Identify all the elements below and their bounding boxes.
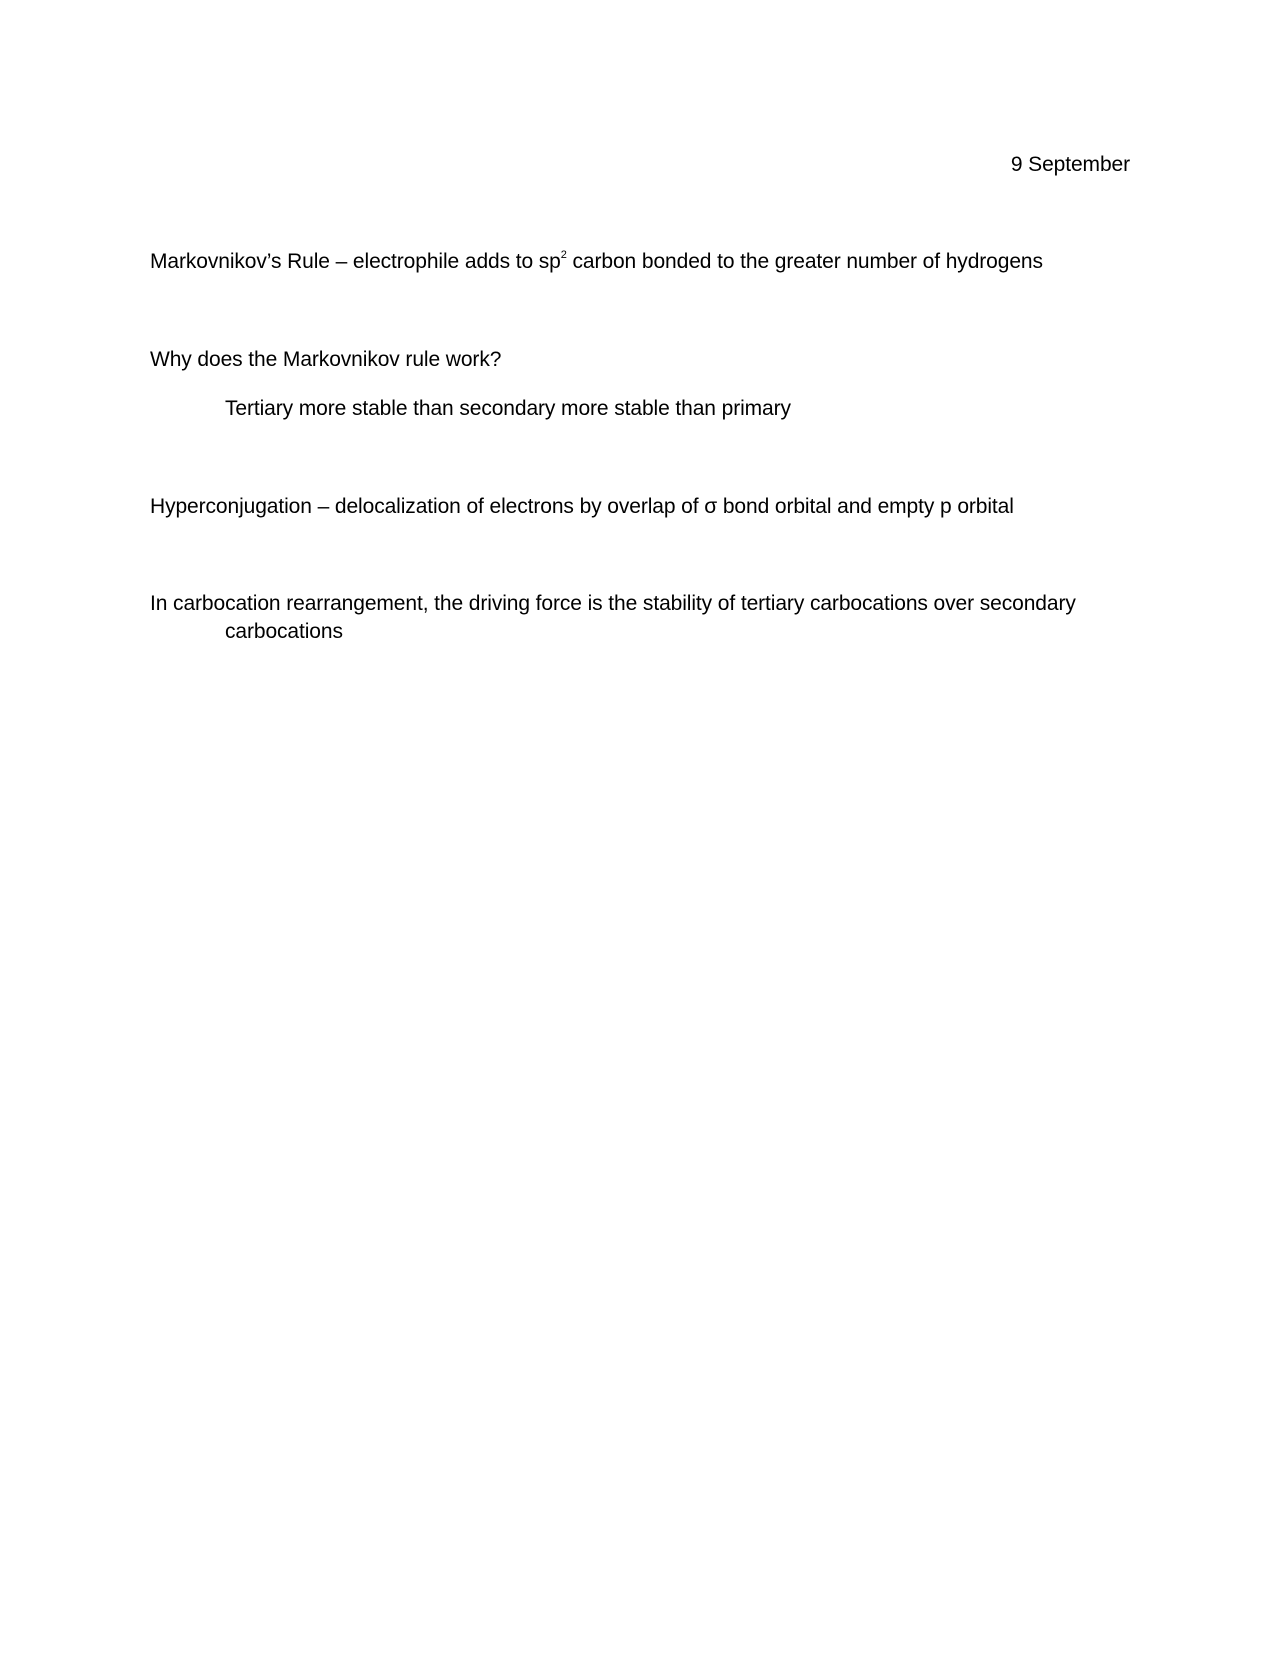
rule-text-end: carbon bonded to the greater number of hydrogens — [566, 250, 1043, 273]
carbocation-stability-answer: Tertiary more stable than secondary more stable than primary — [225, 397, 791, 420]
markovnikov-rule-definition — [150, 248, 1043, 276]
markovnikov-question: Why does the Markovnikov rule work? — [150, 348, 502, 371]
rule-text-start: Markovnikov’s Rule – electrophile adds to sp — [150, 250, 561, 273]
carbocation-rearrangement-note — [150, 590, 1125, 646]
rearrangement-line-2: carbocations — [225, 620, 343, 643]
note-date: 9 September — [1010, 153, 1130, 176]
hyperconjugation-definition: Hyperconjugation – delocalization of electrons by overlap of σ bond orbital and empty p orbital — [150, 495, 1014, 518]
rule-superscript: 2 — [560, 249, 567, 261]
rearrangement-line-1: In carbocation rearrangement, the driving force is the stability of tertiary carbocations over secondary — [150, 592, 1076, 615]
